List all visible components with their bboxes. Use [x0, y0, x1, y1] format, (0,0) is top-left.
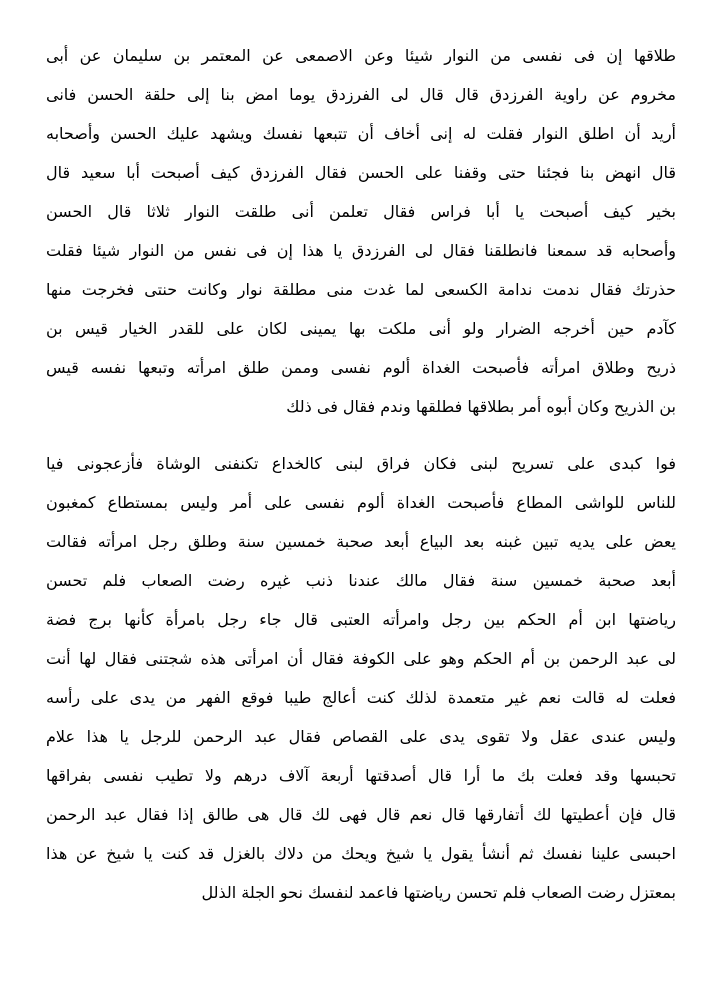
text-line: أبعد صحبة خمسين سنة فقال مالك عندنا ذنب غيره رضت الصعاب فلم تحسن [46, 571, 676, 590]
paragraph-2 [46, 444, 676, 912]
text-line: لى عبد الرحمن بن أم الحكم وهو على الكوفة فقال أن امرأتى هذه شجتنى فقال لها أنت [46, 649, 676, 668]
text-line: ذريح وطلاق امرأته فأصبحت الغداة ألوم نفسى وممن طلق امرأته وتبعها نفسه قيس [46, 358, 676, 377]
text-line: للناس للواشى المطاع فأصبحت الغداة ألوم نفسى على أمر وليس بمستطاع كمغبون [46, 493, 676, 512]
text-line: قال انهض بنا فجئنا حتى وقفنا على الحسن فقال الفرزدق كيف أصبحت أبا سعيد قال [46, 163, 676, 182]
text-line: بخير كيف أصبحت يا أبا فراس فقال تعلمن أنى طلقت النوار ثلاثا قال الحسن [46, 202, 676, 221]
text-line: بمعتزل رضت الصعاب فلم تحسن رياضتها فاعمد لنفسك نحو الجلة الذلل [201, 883, 676, 902]
text-line: رياضتها ابن أم الحكم بين رجل وامرأته العتبى قال جاء رجل بامرأة كأنها برج فضة [46, 610, 676, 629]
text-line: يعض على يديه تبين غبنه بعد البياع أبعد صحبة خمسين سنة وطلق رجل امرأته فقالت [46, 532, 676, 551]
text-line: فعلت له قالت نعم غير متعمدة لذلك كنت أعالج طيبا فوقع الفهر من يدى على رأسه [46, 688, 676, 707]
paragraph-1 [46, 36, 676, 426]
text-line: كآدم حين أخرجه الضرار ولو أنى ملكت بها يمينى لكان على للقدر الخيار قيس بن [46, 319, 676, 338]
text-line: وأصحابه قد سمعنا فانطلقنا فقال لى الفرزدق يا هذا إن فى نفس من النوار شيئا فقلت [46, 241, 676, 260]
document-page [46, 36, 676, 912]
text-line: تحبسها وقد فعلت بك ما أرا قال أصدقتها أربعة آلاف درهم ولا تطيب نفسى بفراقها [46, 766, 676, 785]
text-line: فوا كبدى على تسريح لبنى فكان فراق لبنى كالخداع تكنفنى الوشاة فأزعجونى فيا [46, 454, 676, 473]
text-line: حذرتك فقال ندمت ندامة الكسعى لما غدت منى مطلقة نوار وكانت حنتى فخرجت منها [46, 280, 676, 299]
text-line: مخروم عن راوية الفرزدق قال قال لى الفرزدق يوما امض بنا إلى حلقة الحسن فانى [46, 85, 676, 104]
text-line: أريد أن اطلق النوار فقلت له إنى أخاف أن تتبعها نفسك ويشهد عليك الحسن وأصحابه [46, 124, 676, 143]
text-line: بن الذريح وكان أبوه أمر بطلاقها فطلقها وندم فقال فى ذلك [286, 397, 676, 416]
paragraph-spacer [46, 426, 676, 444]
text-line: طلاقها إن فى نفسى من النوار شيئا وعن الاصمعى عن المعتمر بن سليمان عن أبى [46, 46, 676, 65]
text-line: وليس عندى عقل ولا تقوى يدى على القصاص فقال عبد الرحمن للرجل يا هذا علام [46, 727, 676, 746]
text-line: قال فإن أعطيتها لك أتفارقها قال نعم قال فهى لك قال هى طالق إذا فقال عبد الرحمن [46, 805, 676, 824]
text-line: احبسى علينا نفسك ثم أنشأ يقول يا شيخ ويحك من دلاك بالغزل قد كنت يا شيخ عن هذا [46, 844, 676, 863]
